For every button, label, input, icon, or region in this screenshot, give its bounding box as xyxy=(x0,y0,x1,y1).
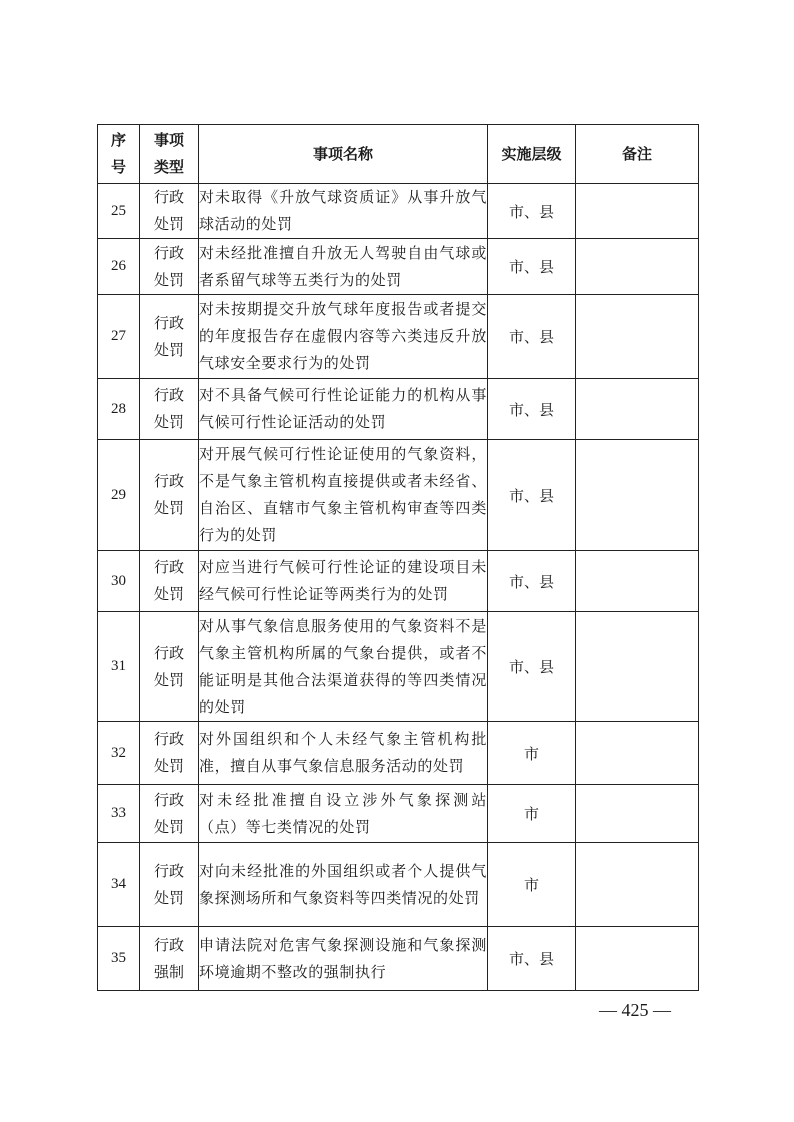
row-type: 行政 处罚 xyxy=(140,440,199,551)
row-no: 27 xyxy=(98,295,140,379)
row-type: 行政 处罚 xyxy=(140,551,199,612)
row-level: 市、县 xyxy=(488,295,576,379)
row-note xyxy=(576,785,699,843)
table-row xyxy=(98,722,699,785)
row-type: 行政 强制 xyxy=(140,927,199,991)
row-type: 行政 处罚 xyxy=(140,843,199,927)
row-level: 市 xyxy=(488,843,576,927)
table-row xyxy=(98,184,699,239)
table-row xyxy=(98,239,699,295)
row-level: 市 xyxy=(488,722,576,785)
row-level: 市、县 xyxy=(488,612,576,722)
row-no: 31 xyxy=(98,612,140,722)
table-row xyxy=(98,379,699,440)
row-name: 对未按期提交升放气球年度报告或者提交的年度报告存在虚假内容等六类违反升放气球安全要求行为的处罚 xyxy=(199,295,488,379)
table-row xyxy=(98,785,699,843)
header-name: 事项名称 xyxy=(199,125,488,184)
items-table xyxy=(97,124,699,991)
table-header-row xyxy=(98,125,699,184)
row-name: 对未经批准擅自升放无人驾驶自由气球或者系留气球等五类行为的处罚 xyxy=(199,239,488,295)
table-row xyxy=(98,295,699,379)
row-name: 对未经批准擅自设立涉外气象探测站（点）等七类情况的处罚 xyxy=(199,785,488,843)
row-no: 25 xyxy=(98,184,140,239)
row-no: 34 xyxy=(98,843,140,927)
row-note xyxy=(576,295,699,379)
row-no: 29 xyxy=(98,440,140,551)
row-note xyxy=(576,612,699,722)
row-type: 行政 处罚 xyxy=(140,722,199,785)
row-no: 26 xyxy=(98,239,140,295)
row-name: 对开展气候可行性论证使用的气象资料，不是气象主管机构直接提供或者未经省、自治区、直辖市气象主管机构审查等四类行为的处罚 xyxy=(199,440,488,551)
row-level: 市、县 xyxy=(488,551,576,612)
row-note xyxy=(576,184,699,239)
row-no: 33 xyxy=(98,785,140,843)
row-level: 市、县 xyxy=(488,440,576,551)
row-note xyxy=(576,722,699,785)
row-name: 对不具备气候可行性论证能力的机构从事气候可行性论证活动的处罚 xyxy=(199,379,488,440)
row-type: 行政 处罚 xyxy=(140,785,199,843)
row-note xyxy=(576,927,699,991)
table-row xyxy=(98,927,699,991)
row-note xyxy=(576,843,699,927)
header-type: 事项 类型 xyxy=(140,125,199,184)
row-no: 35 xyxy=(98,927,140,991)
row-note xyxy=(576,440,699,551)
row-type: 行政 处罚 xyxy=(140,379,199,440)
row-name: 对未取得《升放气球资质证》从事升放气球活动的处罚 xyxy=(199,184,488,239)
row-no: 32 xyxy=(98,722,140,785)
row-type: 行政 处罚 xyxy=(140,295,199,379)
row-type: 行政 处罚 xyxy=(140,239,199,295)
items-table-container xyxy=(97,124,698,991)
header-note: 备注 xyxy=(576,125,699,184)
row-level: 市、县 xyxy=(488,184,576,239)
row-note xyxy=(576,379,699,440)
row-type: 行政 处罚 xyxy=(140,612,199,722)
row-name: 申请法院对危害气象探测设施和气象探测环境逾期不整改的强制执行 xyxy=(199,927,488,991)
table-row xyxy=(98,551,699,612)
row-name: 对外国组织和个人未经气象主管机构批准，擅自从事气象信息服务活动的处罚 xyxy=(199,722,488,785)
row-name: 对应当进行气候可行性论证的建设项目未经气候可行性论证等两类行为的处罚 xyxy=(199,551,488,612)
table-row xyxy=(98,612,699,722)
row-no: 30 xyxy=(98,551,140,612)
table-row xyxy=(98,843,699,927)
row-level: 市、县 xyxy=(488,927,576,991)
row-name: 对从事气象信息服务使用的气象资料不是气象主管机构所属的气象台提供，或者不能证明是其他合法渠道获得的等四类情况的处罚 xyxy=(199,612,488,722)
page-number: — 425 — xyxy=(599,1000,671,1020)
row-level: 市、县 xyxy=(488,379,576,440)
table-row xyxy=(98,440,699,551)
header-level: 实施层级 xyxy=(488,125,576,184)
header-no: 序 号 xyxy=(98,125,140,184)
row-type: 行政 处罚 xyxy=(140,184,199,239)
row-name: 对向未经批准的外国组织或者个人提供气象探测场所和气象资料等四类情况的处罚 xyxy=(199,843,488,927)
row-level: 市、县 xyxy=(488,239,576,295)
row-note xyxy=(576,551,699,612)
row-note xyxy=(576,239,699,295)
row-level: 市 xyxy=(488,785,576,843)
row-no: 28 xyxy=(98,379,140,440)
